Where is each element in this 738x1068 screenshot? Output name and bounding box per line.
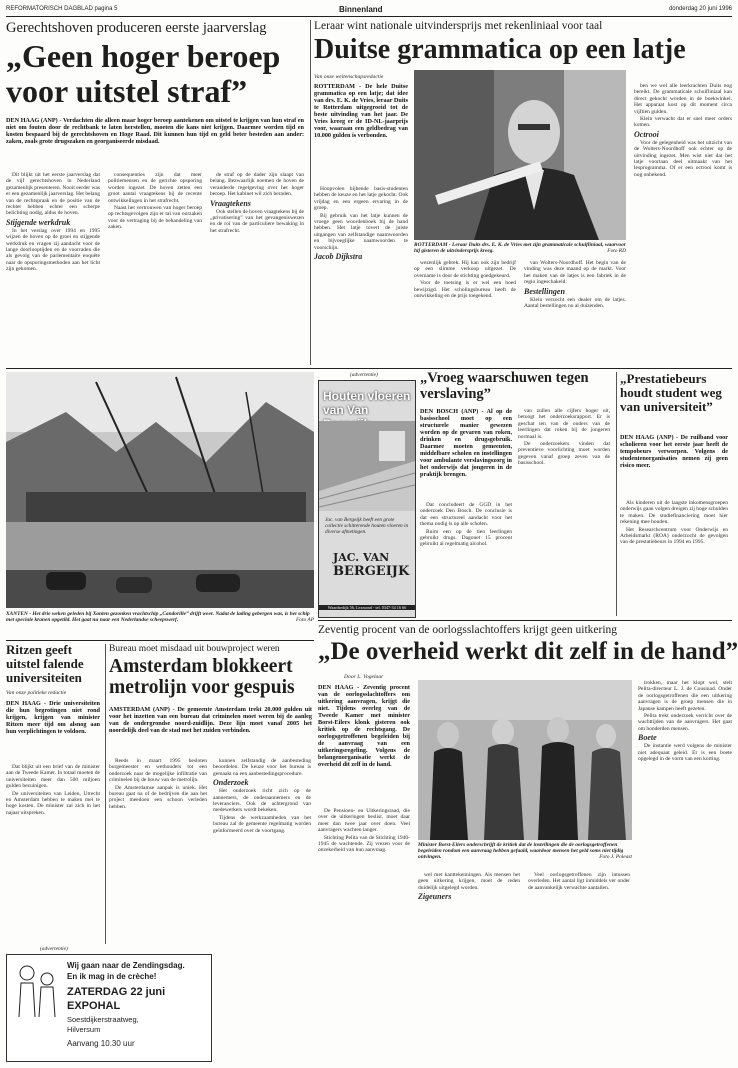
article-gerechtshoven <box>6 20 306 365</box>
paragraph: kunnen zelfstandig de aanbesteding beoordelen. De keuze voor het bureau is gemaakt na een aanbestedingsprocedure. <box>213 758 311 777</box>
subheading: Jacob Dijkstra <box>314 252 363 262</box>
photo-caption <box>6 611 314 631</box>
article-prestatiebeurs <box>620 372 732 616</box>
article-column-4 <box>634 83 732 362</box>
section-rule <box>318 620 732 621</box>
ad-venue: Soestdijkerstraatweg, <box>67 1015 139 1024</box>
article-column-1 <box>420 502 512 614</box>
article-column-2 <box>518 408 610 614</box>
ad-line-2: En ik mag in de crèche! <box>67 972 157 981</box>
photo-credit: Foto J. Poleast <box>599 854 632 860</box>
article-lead: DEN HAAG - Zeventig procent van de oorlogsslachtoffers om uitkering aanvragen, krijgt die niet. Tijdens overleg van de Tweede Kamer met minister Borst-Eilers klonk gisteren ook kritiek op de rechtsgang. De oorlogsgetroffenen begeleiden bij de aanvraag van een uitkeringsregeling. Volgens de belangenorganisatie werkt de overheid dit zelf in de hand. <box>318 684 410 768</box>
section-rule <box>6 640 314 641</box>
article-column-3 <box>524 260 626 362</box>
caption-text: XANTEN - Het drie weken geleden bij Xanten gezonken vrachtschip „Candorille” drijft weer. Nadat de lading gebergen was, is het schip met speciale kranen opgetild. Het gaat nu naar een Nederlandse scheepswerf. <box>6 611 310 623</box>
ad-time: Aanvang 10.30 uur <box>67 1039 135 1048</box>
photo-illustration <box>6 372 314 608</box>
section-rule <box>6 368 732 369</box>
paragraph: de straf op de dader zijn slaapt van belang. Bezwaarlijk noemen de hoven de veranderde regelgeving over het hoger beroep. Het kabinet wil zich beraden. <box>210 172 304 198</box>
paragraph: Het Researchcentrum voor Onderwijs en Arbeidsmarkt (ROA) onderzocht de gevolgen van de prestatiebeurs in 1994 en 1995. <box>620 526 728 546</box>
article-lead: DEN HAAG (ANP) - Verdachten die alleen maar hoger beroep aantekenen om uitstel te krijgen van hun straf en niet om fouten door de rechtbank te laten herstellen, moeten die kans niet krijgen. Daarmee worden tijd en kosten bespaard bij de gerechtshoven en Hoge Raad. Dit kunnen hun tijd en geld beter besteden aan ander: zaken, zoals grote drugszaken en georganiseerde misdaad. <box>6 117 304 145</box>
paragraph: wel met kanttekenningen. Als mensen het geen uitkering krijgen, moet de reden duidelijk uitgelegd worden. <box>418 872 520 891</box>
ad-label: (advertentie) <box>350 372 378 378</box>
advertisement-houten-vloeren <box>318 380 416 618</box>
paragraph: In het verslag over 1994 en 1995 wijzen de hoven op de groei en stijgende werkdruk en vragen zij aandacht voor de lange doorlooptijden en de voorraden die als gevolg van de parlementaire enquête naar de opsporingsmethoden aan het licht zijn gekomen. <box>6 227 100 273</box>
paragraph: Dit blijkt uit het eerste jaarverslag dat de vijf gerechtshoven in Nederland gezamenlijk presenteren. Nooit eerder was er een gezamenlijk jaarverslag. Het belang van de rechtspraak en de positie van de rechter hebben echter een scherpe belichting nodig, aldus de hoven. <box>6 172 100 217</box>
subheading: Stijgende werkdruk <box>6 217 71 227</box>
ad-event: EXPOHAL <box>67 1000 121 1012</box>
ad-label: (advertentie) <box>40 946 68 952</box>
ad-title-line-1: Houten vloeren <box>323 389 411 403</box>
column-rule <box>616 372 617 616</box>
headline: „De overheid werkt dit zelf in de hand” <box>318 638 738 665</box>
paragraph: Klein verzocht een dealer om de latjes. Aantal bestellingen nu al duizenden. <box>524 296 626 310</box>
paragraph: Reeds in maart 1995 besloten burgemeester en wethouders tot een onderzoek naar de mogelijke infiltratie van criminelen bij de bouw van de metrolijn. <box>109 758 207 784</box>
photo-leraar-de-vries <box>414 70 626 240</box>
article-column-2 <box>418 872 520 1062</box>
ad-floor-illustration <box>319 421 415 511</box>
article-lead: DEN HAAG (ANP) - De ruilband voor scholieren voor het eerste jaar heeft de tempobeurs verworpen. Volgens de studentenorganisaties nemen zij geen risico meer. <box>620 434 728 469</box>
subheading: Bestellingen <box>524 286 565 296</box>
newspaper-page-label: REFORMATORISCH DAGBLAD pagina 5 <box>6 6 118 12</box>
article-lead: AMSTERDAM (ANP) - De gemeente Amsterdam trekt 20.000 gulden uit voor het inzetten van een bureau dat criminelen moet weren bij de aanleg van de ondergrondse noord-zuidlijn. Deze lijn moet vanaf 2005 het noordelijk deel van de stad met het zuiden verbinden. <box>109 706 312 734</box>
subheading: Boete <box>638 733 657 743</box>
article-column-1 <box>314 186 408 362</box>
article-kicker: Bureau moet misdaad uit bouwproject weren <box>109 644 280 654</box>
headline-line-1: Amsterdam blokkeert <box>109 656 293 677</box>
paragraph: Ook stellen de hoven vraagtekens bij de „privatisering” van het gevangeniswezen en de rol van de particuliere bewaking in het strafrecht. <box>210 208 304 234</box>
issue-date: donderdag 20 juni 1996 <box>668 6 732 12</box>
headline-line-1: „Geen hoger beroep <box>6 38 281 74</box>
headline-line-2: metrolijn voor gespuis <box>109 677 295 698</box>
byline: Van onze politieke redactie <box>6 690 67 696</box>
photo-caption <box>414 242 626 256</box>
ad-body-text: Jac. van Bergeijk heeft een grote collectie schitterende houten vloeren in diverse afmetingen. <box>325 517 409 535</box>
photo-xanten-ship <box>6 372 314 608</box>
headline: Duitse grammatica op een latje <box>314 34 686 65</box>
headline-line-1: Ritzen geeft <box>6 642 73 657</box>
paragraph: Het onderzoek richt zich op de aannemers, de onderaannemers en de leveranciers. Ook de achtergrond van medewerkers wordt bekeken. <box>213 788 311 814</box>
photo-credit: Foto AP <box>295 617 314 623</box>
paragraph: Hoopvolen bijbende basis-studenten hebben de keuze en het latje gekocht. Ook vrijdag en een ergeen ervaring in de groep. <box>314 186 408 212</box>
paragraph: Dat concludeert de GGD in het onderzoek Den Bosch. De conclusie is dat een structureel aandacht voor het thema nodig is op alle scholen. <box>420 502 512 528</box>
article-lead: ROTTERDAM - De hele Duitse grammatica op een latje; dat idee van drs. E. K. de Vries, leraar Duits te Rotterdam uitgegroeid tot de beste uitvinding van het jaar. De Vries kreeg er de ID-NL-jaarprijs voor, waaraan een geldbedrag van 10.000 gulden is verbonden. <box>314 83 408 139</box>
section-title: Binnenland <box>339 5 383 14</box>
article-column-1 <box>109 758 207 944</box>
ad-brand-line-2: BERGEIJK <box>333 564 410 579</box>
caption-text: Minister Borst-Eilers onderschrijft de kritiek dat de instellingen die de oorlogsgetroffenen begeleiden rondom een aanvraag hebben gefaald, waardoor mensen het geld soms niet tijdig ontvingen. <box>418 842 624 860</box>
article-column-3 <box>210 172 304 362</box>
byline: Van onze weitenschapsredactie <box>314 74 384 80</box>
subheading: Zigeuners <box>418 892 452 902</box>
photo-illustration <box>414 70 626 240</box>
paragraph: van Wolters-Noordhoff. Het begin van de vinding was deze maand op de markt. Voor het maken van de latjes is een fabriek in de regio ingeschakeld. <box>524 260 626 286</box>
article-column-2 <box>108 172 202 362</box>
photo-caption <box>418 842 632 868</box>
ad-date: ZATERDAG 22 juni <box>67 986 166 998</box>
headline-line-2: verslaving” <box>420 386 491 402</box>
paragraph: Veel oorlogsgetroffenen zijn intussen overleden. Het aantal ligt inmiddels ver onder de aanvankelijk verwachte aantallen. <box>528 872 630 891</box>
paragraph: Dat blijkt uit een brief van de minister aan de Tweede Kamer. In totaal moeten de universiteiten meer dan 500 miljoen gulden bezuinigen. <box>6 764 100 790</box>
paragraph: De onderzoekers vinden dat preventieve voorlichting moet worden gegeven vanaf groep zeven van de basisschool. <box>518 441 610 467</box>
article-oorlogsslachtoffers <box>318 624 738 1064</box>
headline-line-2: uitstel falende <box>6 656 84 671</box>
article-column-4 <box>638 680 732 1062</box>
paragraph: trokken, maar het klopt wel, stelt Pelita-directeur L. J. de Cousinad. Onder de oorlogsgetroffenen die een uitkering aanvragen is de groep mensen die in Japanse kampen heeft gezeten. <box>638 680 732 712</box>
paragraph: ben we wel alle leerkrachten Duits nog bereikt. De grammaticale schuifliniaal kan direct gekocht worden in de boekwinkel. Het apparaat kost op dit moment circa vijftien gulden. <box>634 83 732 115</box>
paragraph: De Amsterdamse aanpak is uniek. Het bureau gaat na of de bedrijven die aan het project meedoen een schoon verleden hebben. <box>109 784 207 810</box>
article-kicker: Gerechtshoven produceren eerste jaarverslag <box>6 20 267 36</box>
caption-text: ROTTERDAM - Leraar Duits drs. E. K. de Vries met zijn grammaticale schuifliniaal, waarvoor hij gisteren de uitvindersprijs kreeg. <box>414 242 626 254</box>
article-verslaving <box>420 372 612 616</box>
ad-address: Waardsedijk 56, Lexmond - tel. 0347-34 16 66 <box>319 605 415 610</box>
article-lead: DEN HAAG - Drie universiteiten die hun begrotingen niet rond krijgen, krijgen van minister Ritzen meer tijd om alsnog aan hun verplichtingen te voldoen. <box>6 700 100 735</box>
article-column-3 <box>528 872 630 1062</box>
paragraph: Voor de gelegenheid was het uitzicht van de Wolters-Noordhoff ook echter op de uitvinding ingezet. Men wist niet dat het latje voortaan deel uitmaakt van het lesprogramma. Of er een octrooi komt is nog onbekend. <box>634 139 732 178</box>
paragraph: Als kinderen uit de laagste inkomensgroepen onderwijs gaan volgen dreigen zij hoge schulden te maken. De studiefinanciering moet hier rekening mee houden. <box>620 500 728 526</box>
photo-minister-borst <box>418 680 632 840</box>
article-lead: DEN BOSCH (ANP) - Al op de basisschool moet op een structurele manier gewezen worden op de gevaren van roken, drinken en drugsgebruik. Daarmee moeten gemeenten, middelbare scholen en instellingen voor ambulante verslavingszorg in het onderwijs dat jongeren in de praktijk brengen. <box>420 408 512 478</box>
header-rule <box>6 16 732 17</box>
paragraph: De Pensioen- en Uitkeringsraad, die over de uitkeringen beslist, moet daar meer dan twee jaar over doen. Veel aanvragers wachten langer. <box>318 808 410 834</box>
article-grammatica <box>314 20 732 365</box>
paragraph: consequenties zijn dat meer politiemensen en de gerichte opsporing worden ingezet. De hoven zetten een groot aantal vraagtekens bij de recente ontwikkelingen in het strafrecht. <box>108 172 202 204</box>
article-column-2 <box>213 758 311 1058</box>
paragraph: wezenlijk gebrek. Hij kan ook zijn bedrijf op een slimme verkoop uitgezet. De overname is door de stichting goedgekeurd. <box>414 260 516 279</box>
article-column-2 <box>414 260 516 362</box>
photo-credit: Foto RD <box>607 248 626 254</box>
headline-line-3: universiteiten <box>6 670 82 685</box>
article-kicker: Zeventig procent van de oorlogsslachtoffers krijgt geen uitkering <box>318 624 618 636</box>
article-column-1 <box>6 764 100 944</box>
article-kicker: Leraar wint nationale uitvindersprijs met rekenliniaal voor taal <box>314 20 603 32</box>
paragraph: Stichting Pelita van de Stichting 1940-1945 de wachtende. Zij vrezen voor de onzekerheid van hun aanvraag. <box>318 834 410 854</box>
article-column-1 <box>6 172 100 362</box>
column-rule <box>310 20 311 365</box>
byline: Door L. Vogelaar <box>344 674 384 680</box>
paragraph: De universiteiten van Leiden, Utrecht en Amsterdam hebben te maken met te hoge kosten. De minister zal zich in het najaar uitspreken. <box>6 790 100 816</box>
column-rule <box>105 644 106 944</box>
subheading: Onderzoek <box>213 778 249 788</box>
paragraph: Naast het vertrouwen van hoger beroep op rechtsgevolgen zijn er tal van oorzaken voor de vertraging bij de behandeling van zaken. <box>108 205 202 231</box>
paragraph: Tijdens de werkzaamheden van het bureau zal de gemeente regelmatig worden geïnformeerd over de voortgang. <box>213 814 311 834</box>
headline: „Prestatiebeurs houdt student weg van universiteit” <box>620 371 722 414</box>
paragraph: De instantie werd volgens de minister niet adequaat geleid. Er is een boete opgelegd in de vorm van een korting. <box>638 743 732 763</box>
article-column-1 <box>318 808 410 1062</box>
ad-title-line-2: van Van <box>323 403 369 417</box>
paragraph: Ruim een op de tien leerlingen gebruikt drugs. Dagonet 15 procent gebruikt al regelmatig alcohol. <box>420 528 512 548</box>
headline-line-1: „Vroeg waarschuwen tegen <box>420 370 589 386</box>
paragraph: van zullen alle cijfers hoger uit, betoogt het onderzoeksrapport. Er is geschat ten van de ouders van de leerlingen dat roken bij de jongeren normaal is. <box>518 408 610 440</box>
photo-illustration <box>418 680 632 840</box>
paragraph: Klein verwacht dat er snel meer orders komen. <box>634 116 732 129</box>
subheading: Octrooi <box>634 129 659 139</box>
subheading: Vraagtekens <box>210 198 251 208</box>
article-column-1 <box>620 500 728 614</box>
paragraph: Pelita trekt onderzoek verricht over de wachttijden van de aanvragers. Het gaat om honderden mensen. <box>638 713 732 732</box>
ad-city: Hilversum <box>67 1025 101 1034</box>
headline-line-2: voor uitstel straf” <box>6 73 248 109</box>
ad-brand-line-1: JAC. VAN <box>333 551 390 564</box>
advertisement-zendingsdag <box>6 954 212 1062</box>
paragraph: Bij gebruik van het latje kunnen de vroege geen woordenboek bij de hand hebben. Het latje tovert de juiste uitgangen van zelfstandige naamwoorden en bijvoeglijke naamwoorden te voorschijn. <box>314 212 408 251</box>
paragraph: Voor de toetsing is er wel een hoed bewijzigd. Het scholingsbureau heeft de ontwikkeling en de prijs toegekend. <box>414 280 516 300</box>
ad-line-1: Wij gaan naar de Zendingsdag. <box>67 961 185 970</box>
children-illustration <box>11 959 61 1019</box>
